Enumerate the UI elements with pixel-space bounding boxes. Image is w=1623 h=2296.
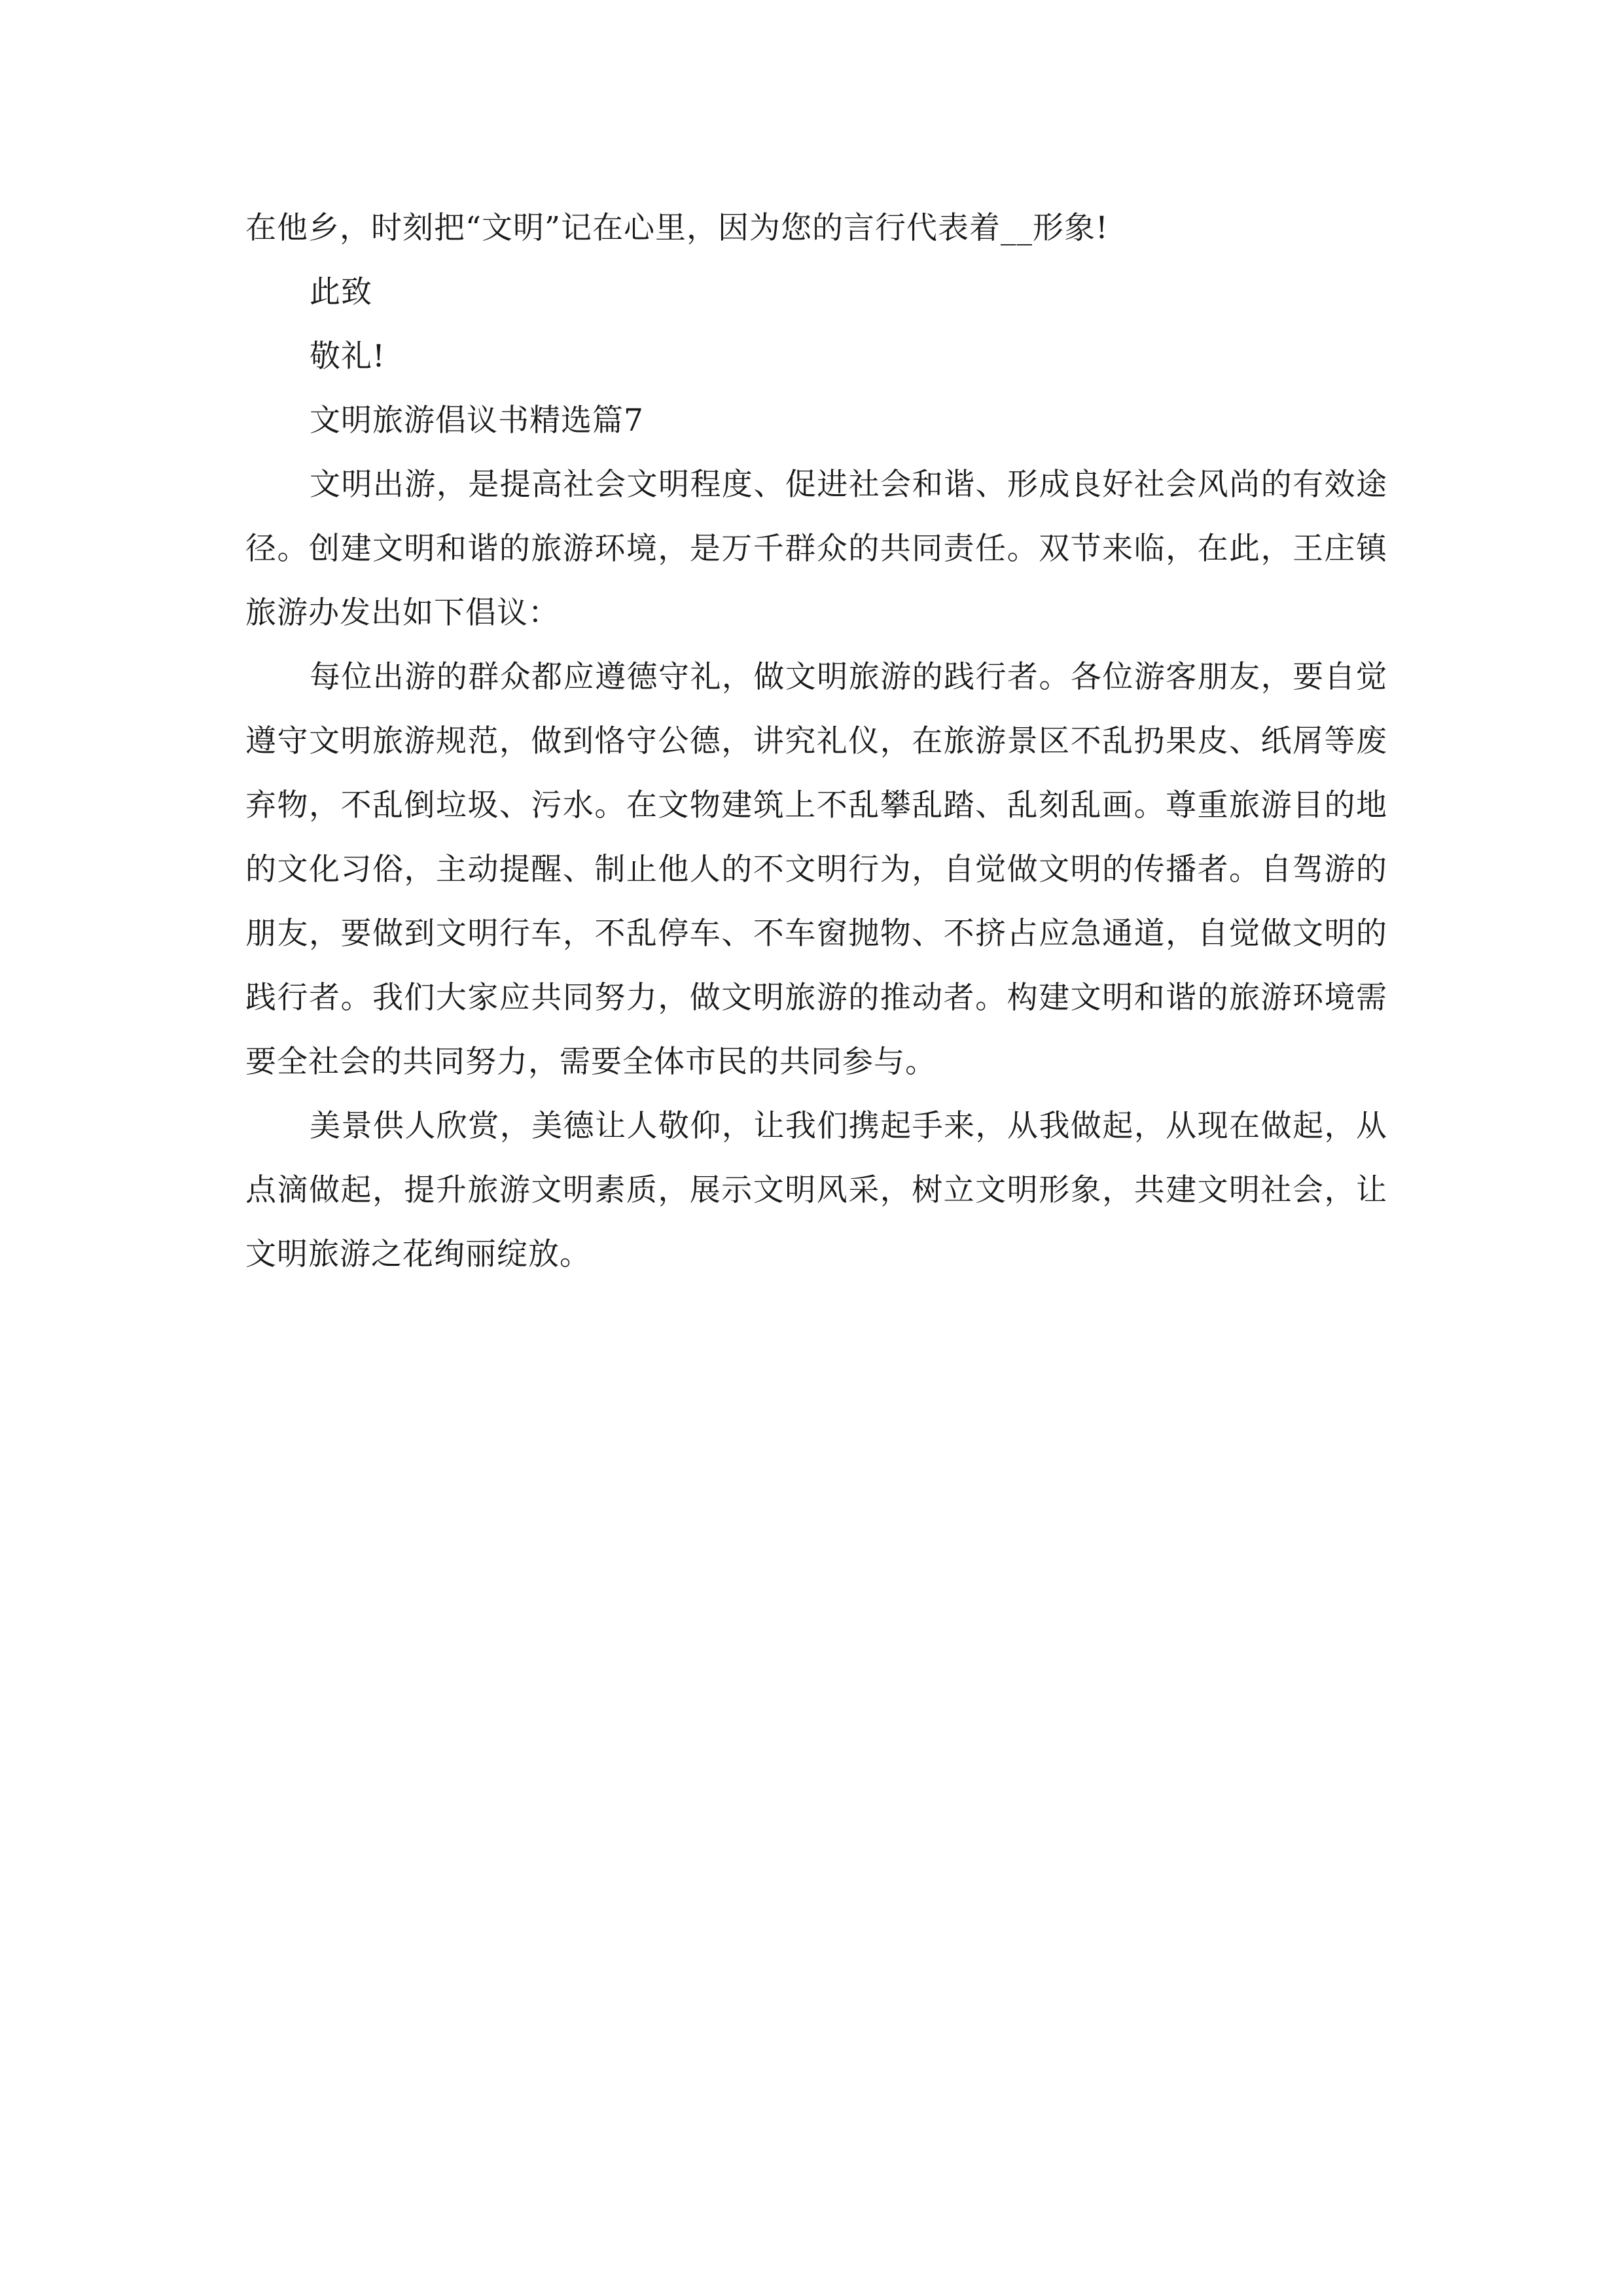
document-body bbox=[245, 196, 1387, 1287]
paragraph-intro: 文明出游，是提高社会文明程度、促进社会和谐、形成良好社会风尚的有效途径。创建文明和谐的旅游环境，是万千群众的共同责任。双节来临，在此，王庄镇旅游办发出如下倡议： bbox=[245, 467, 1387, 631]
closing-regards: 敬礼! bbox=[310, 338, 385, 374]
closing-salutation: 此致 bbox=[310, 274, 372, 310]
paragraph-continuation: 在他乡，时刻把“文明”记在心里，因为您的言行代表着__形象! bbox=[245, 210, 1109, 246]
paragraph-conclusion: 美景供人欣赏，美德让人敬仰，让我们携起手来，从我做起，从现在做起，从点滴做起，提升旅游文明素质，展示文明风采，树立文明形象，共建文明社会，让文明旅游之花绚丽绽放。 bbox=[245, 1108, 1387, 1272]
section-title: 文明旅游倡议书精选篇7 bbox=[310, 403, 644, 439]
paragraph-proposal: 每位出游的群众都应遵德守礼，做文明旅游的践行者。各位游客朋友，要自觉遵守文明旅游规范，做到恪守公德，讲究礼仪，在旅游景区不乱扔果皮、纸屑等废弃物，不乱倒垃圾、污水。在文物建筑上不乱攀乱踏、乱刻乱画。尊重旅游目的地的文化习俗，主动提醒、制止他人的不文明行为，自觉做文明的传播者。自驾游的朋友，要做到文明行车，不乱停车、不车窗抛物、不挤占应急通道，自觉做文明的践行者。我们大家应共同努力，做文明旅游的推动者。构建文明和谐的旅游环境需要全社会的共同努力，需要全体市民的共同参与。 bbox=[245, 659, 1387, 1080]
